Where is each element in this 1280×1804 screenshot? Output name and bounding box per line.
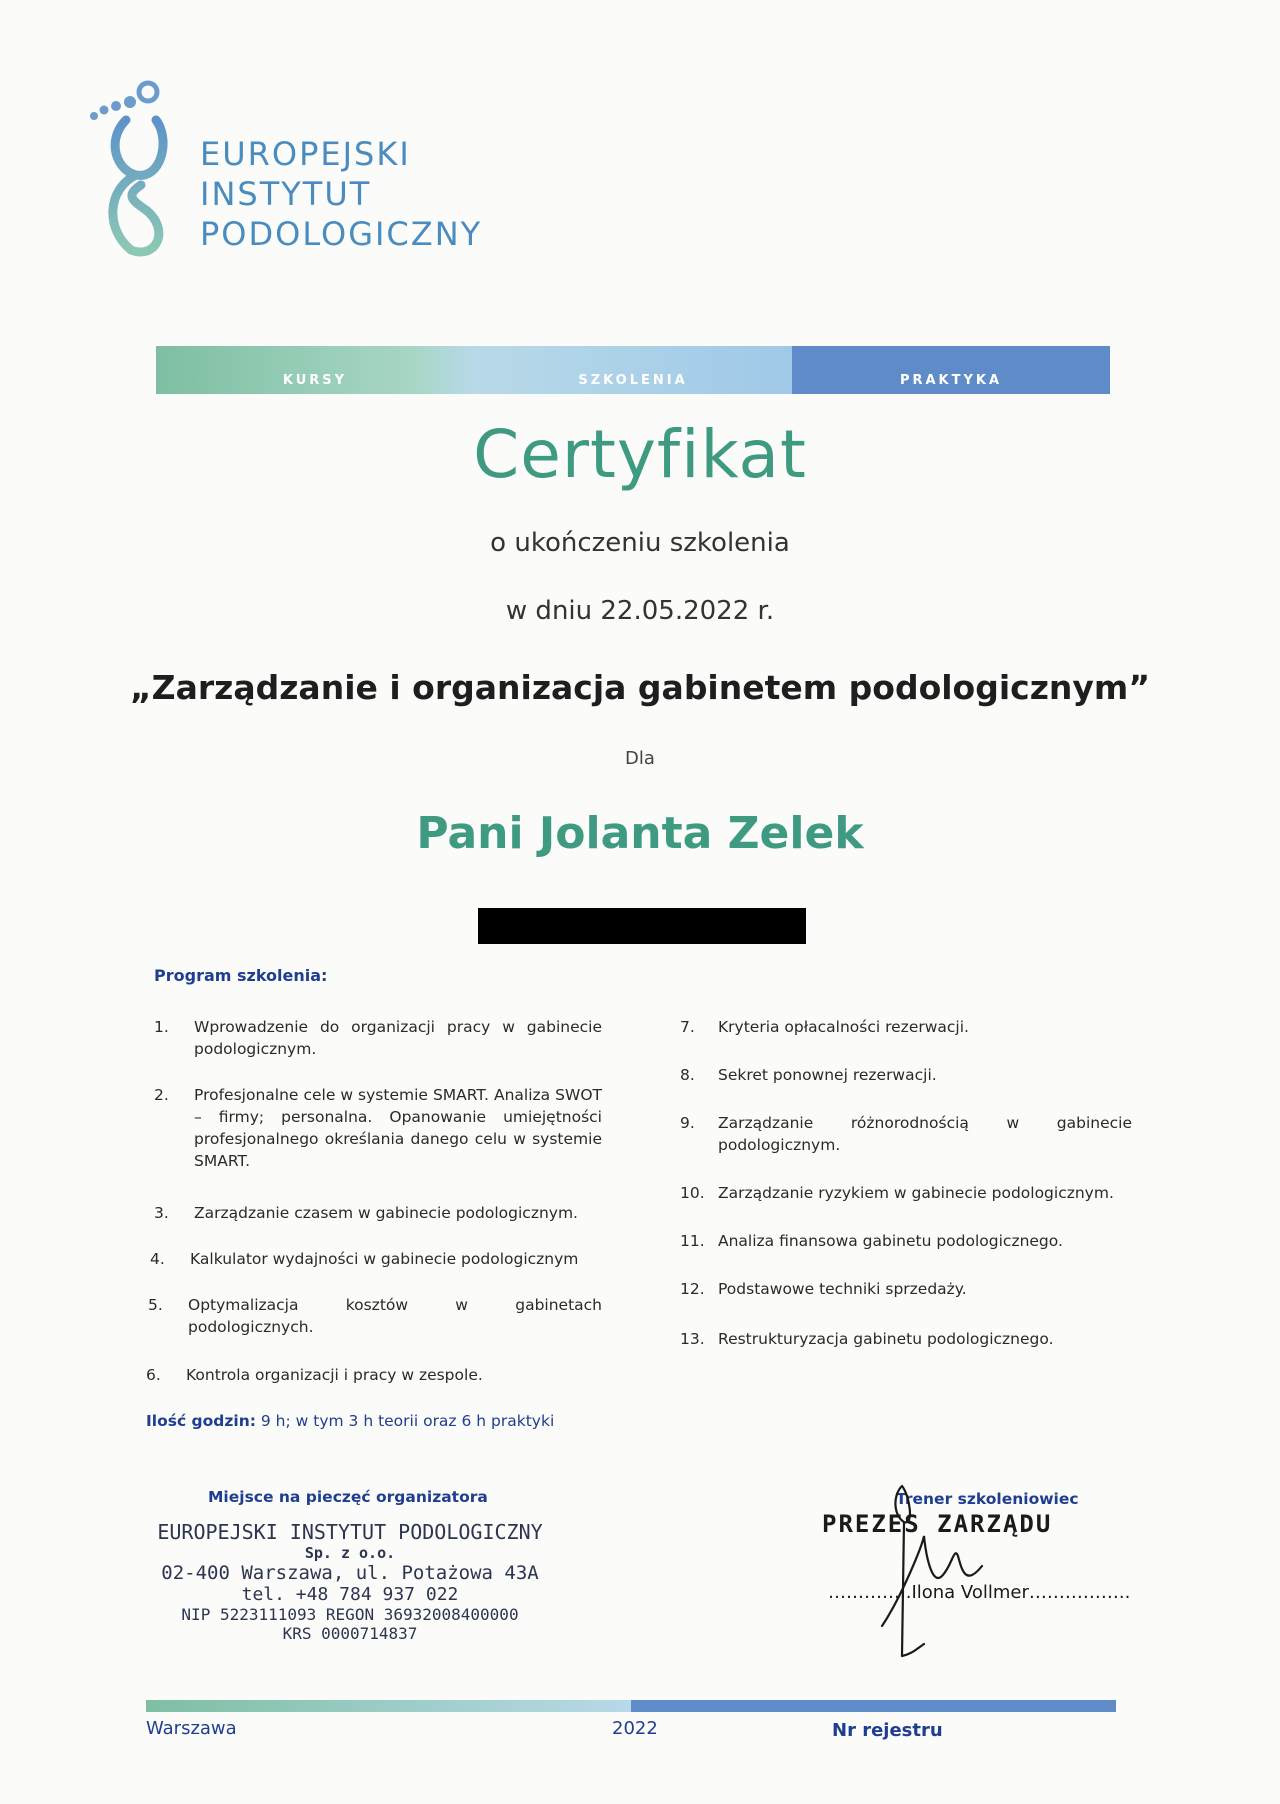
trainer-label: Trener szkoleniowiec (896, 1490, 1079, 1508)
program-heading: Program szkolenia: (154, 966, 328, 985)
stamp-line: 02-400 Warszawa, ul. Potażowa 43A (161, 1562, 539, 1584)
item-number: 12. (680, 1280, 705, 1298)
recipient-name: Pani Jolanta Zelek (416, 808, 864, 859)
footer-bar-left (146, 1700, 631, 1712)
item-text: Kryteria opłacalności rezerwacji. (718, 1018, 969, 1036)
program-item (150, 1248, 602, 1270)
logo-line-2: INSTYTUT (200, 175, 372, 213)
item-text: Optymalizacja kosztów w gabinetach podologicznych. (188, 1296, 602, 1336)
item-text: Wprowadzenie do organizacji pracy w gabinecie podologicznym. (194, 1018, 602, 1058)
for-label: Dla (625, 748, 655, 769)
program-item (148, 1294, 602, 1338)
footer-bar-right (631, 1700, 1116, 1712)
item-number: 10. (680, 1184, 705, 1202)
item-number: 1. (154, 1018, 169, 1036)
dots-right: …………….. (1028, 1582, 1131, 1603)
banner-segment-praktyka: PRAKTYKA (792, 346, 1110, 394)
banner-segment-szkolenia: SZKOLENIA (474, 346, 792, 394)
program-item (680, 1182, 1132, 1204)
certificate-date: w dniu 22.05.2022 r. (505, 596, 775, 626)
item-text: Sekret ponownej rezerwacji. (718, 1066, 937, 1084)
handwritten-signature-icon (862, 1476, 1022, 1666)
item-number: 4. (150, 1250, 165, 1268)
organizer-stamp (150, 1520, 550, 1643)
item-number: 7. (680, 1018, 695, 1036)
hours-value: 9 h; w tym 3 h teorii oraz 6 h praktyki (260, 1412, 555, 1430)
course-title: „Zarządzanie i organizacja gabinetem podologicznym” (129, 668, 1151, 707)
trainer-name: Ilona Vollmer (911, 1582, 1029, 1603)
footer-registry: Nr rejestru (832, 1720, 943, 1741)
item-number: 3. (154, 1204, 169, 1222)
item-text: Podstawowe techniki sprzedaży. (718, 1280, 967, 1298)
hours-label: Ilość godzin: (146, 1412, 256, 1430)
redaction-bar (478, 908, 806, 944)
stamp-line: EUROPEJSKI INSTYTUT PODOLOGICZNY (157, 1520, 543, 1544)
item-number: 8. (680, 1066, 695, 1084)
logo-wordmark (200, 134, 560, 254)
item-number: 2. (154, 1086, 169, 1104)
program-item (154, 1016, 602, 1060)
program-item (680, 1278, 1132, 1300)
program-item (680, 1230, 1132, 1252)
item-text: Zarządzanie ryzykiem w gabinecie podologicznym. (718, 1184, 1114, 1202)
item-text: Restrukturyzacja gabinetu podologicznego. (718, 1330, 1054, 1348)
stamp-line: NIP 5223111093 REGON 36932008400000 (181, 1605, 519, 1624)
banner-segment-kursy: KURSY (156, 346, 474, 394)
item-number: 11. (680, 1232, 705, 1250)
item-text: Zarządzanie różnorodnością w gabinecie podologicznym. (718, 1114, 1132, 1154)
item-number: 5. (148, 1296, 163, 1314)
certificate-title: Certyfikat (473, 416, 807, 493)
footer-bar (146, 1700, 1116, 1712)
stamp-line: tel. +48 784 937 022 (241, 1584, 459, 1605)
item-number: 9. (680, 1114, 695, 1132)
logo-line-1: EUROPEJSKI (200, 135, 411, 173)
program-item (680, 1112, 1132, 1156)
program-item (680, 1328, 1132, 1350)
program-item (680, 1016, 1132, 1038)
item-text: Analiza finansowa gabinetu podologicznego. (718, 1232, 1063, 1250)
footer-year: 2022 (612, 1718, 658, 1739)
logo-line-3: PODOLOGICZNY (200, 215, 483, 253)
footprint-logo-icon (86, 80, 180, 260)
item-number: 6. (146, 1366, 161, 1384)
dots-left: ………….. (828, 1582, 912, 1603)
item-text: Zarządzanie czasem w gabinecie podologicznym. (194, 1204, 578, 1222)
program-item (146, 1364, 602, 1386)
program-item (154, 1084, 602, 1172)
item-text: Kalkulator wydajności w gabinecie podologicznym (190, 1250, 579, 1268)
hours-line (146, 1412, 554, 1430)
item-text: Kontrola organizacji i pracy w zespole. (186, 1366, 483, 1384)
program-item (680, 1064, 1132, 1086)
certificate-subtitle: o ukończeniu szkolenia (490, 528, 790, 558)
header-banner (156, 346, 1110, 394)
stamp-line: KRS 0000714837 (282, 1624, 418, 1643)
program-item (154, 1202, 602, 1224)
item-text: Profesjonalne cele w systemie SMART. Analiza SWOT – firmy; personalna. Opanowanie umiejętności profesjonalnego określania danego celu w systemie SMART. (194, 1086, 602, 1170)
stamp-line: Sp. z o.o. (304, 1544, 396, 1562)
item-number: 13. (680, 1330, 705, 1348)
president-stamp: PREZES ZARZĄDU (822, 1510, 1053, 1538)
footer-city: Warszawa (146, 1718, 237, 1739)
seal-heading: Miejsce na pieczęć organizatora (208, 1488, 488, 1506)
